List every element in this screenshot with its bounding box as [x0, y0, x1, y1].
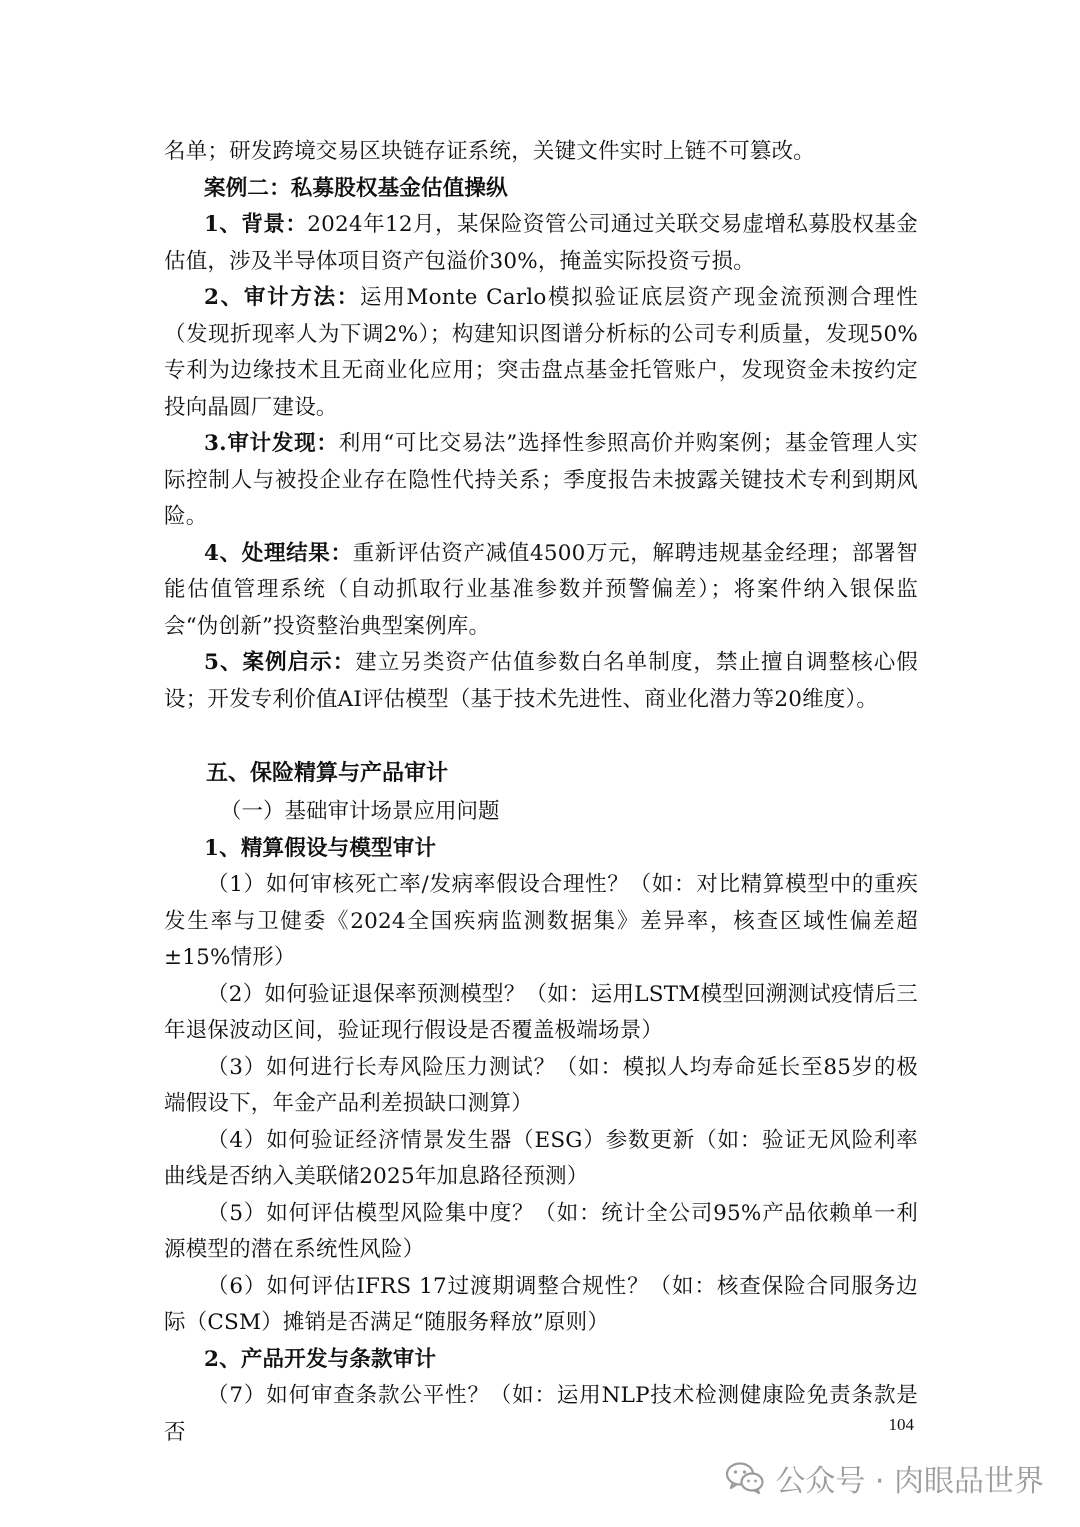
- subsection-heading: （一）基础审计场景应用问题: [220, 799, 500, 824]
- case-audit-method: [164, 280, 918, 426]
- case-audit-findings: [164, 426, 918, 536]
- case-audit-method-label: 2、审计方法：: [204, 285, 360, 310]
- group-title-actuarial: 1、精算假设与模型审计: [204, 835, 437, 861]
- page-content: [164, 134, 918, 1451]
- page-number: 104: [888, 1415, 914, 1434]
- wechat-icon: [725, 1461, 765, 1495]
- case-title: 案例二：私募股权基金估值操纵: [204, 175, 508, 201]
- question-item: （3）如何进行长寿风险压力测试？（如：模拟人均寿命延长至85岁的极端假设下，年金产品利差损缺口测算）: [164, 1054, 918, 1116]
- case-handling-result-label: 4、处理结果：: [204, 540, 353, 566]
- case-handling-result: [164, 536, 918, 646]
- question-item: （2）如何验证退保率预测模型？（如：运用LSTM模型回溯测试疫情后三年退保波动区间，验证现行假设是否覆盖极端场景）: [164, 981, 918, 1043]
- case-audit-method-text: 运用Monte Carlo模拟验证底层资产现金流预测合理性（发现折现率人为下调2%）；构建知识图谱分析标的公司专利质量，发现50%专利为边缘技术且无商业化应用；突击盘点基金托管账户，发现资金未按约定投向晶圆厂建设。: [164, 285, 918, 420]
- watermark: [725, 1453, 1044, 1503]
- watermark-text: 公众号 · 肉眼品世界: [775, 1464, 1044, 1499]
- question-item: （1）如何审核死亡率/发病率假设合理性？（如：对比精算模型中的重疾发生率与卫健委《2024全国疾病监测数据集》差异率，核查区域性偏差超±15%情形）: [164, 872, 918, 970]
- question-item: （7）如何审查条款公平性？（如：运用NLP技术检测健康险免责条款是否: [164, 1383, 918, 1445]
- case-handling-result-text: 重新评估资产减值4500万元，解聘违规基金经理；部署智能估值管理系统（自动抓取行业基准参数并预警偏差）；将案件纳入银保监会“伪创新”投资整治典型案例库。: [164, 540, 918, 639]
- section-heading: 五、保险精算与产品审计: [206, 760, 449, 786]
- case-audit-findings-label: 3.审计发现：: [204, 431, 339, 456]
- paragraph-continuation: 名单；研发跨境交易区块链存证系统，关键文件实时上链不可篡改。: [164, 139, 816, 164]
- case-background: [164, 207, 918, 280]
- case-background-label: 1、背景：: [204, 212, 308, 237]
- group-title-product: 2、产品开发与条款审计: [204, 1346, 437, 1372]
- question-item: （5）如何评估模型风险集中度？（如：统计全公司95%产品依赖单一利源模型的潜在系统性风险）: [164, 1200, 918, 1262]
- case-insight: [164, 645, 918, 718]
- case-background-text: 2024年12月，某保险资管公司通过关联交易虚增私募股权基金估值，涉及半导体项目资产包溢价30%，掩盖实际投资亏损。: [164, 212, 919, 274]
- question-item: （4）如何验证经济情景发生器（ESG）参数更新（如：验证无风险利率曲线是否纳入美联储2025年加息路径预测）: [164, 1127, 918, 1189]
- question-item: （6）如何评估IFRS 17过渡期调整合规性？（如：核查保险合同服务边际（CSM）摊销是否满足“随服务释放”原则）: [164, 1273, 918, 1335]
- case-insight-label: 5、案例启示：: [204, 650, 356, 675]
- case-insight-text: 建立另类资产估值参数白名单制度，禁止擅自调整核心假设；开发专利价值AI评估模型（基于技术先进性、商业化潜力等20维度）。: [164, 650, 918, 712]
- case-audit-findings-text: 利用“可比交易法”选择性参照高价并购案例；基金管理人实际控制人与被投企业存在隐性代持关系；季度报告未披露关键技术专利到期风险。: [164, 431, 918, 529]
